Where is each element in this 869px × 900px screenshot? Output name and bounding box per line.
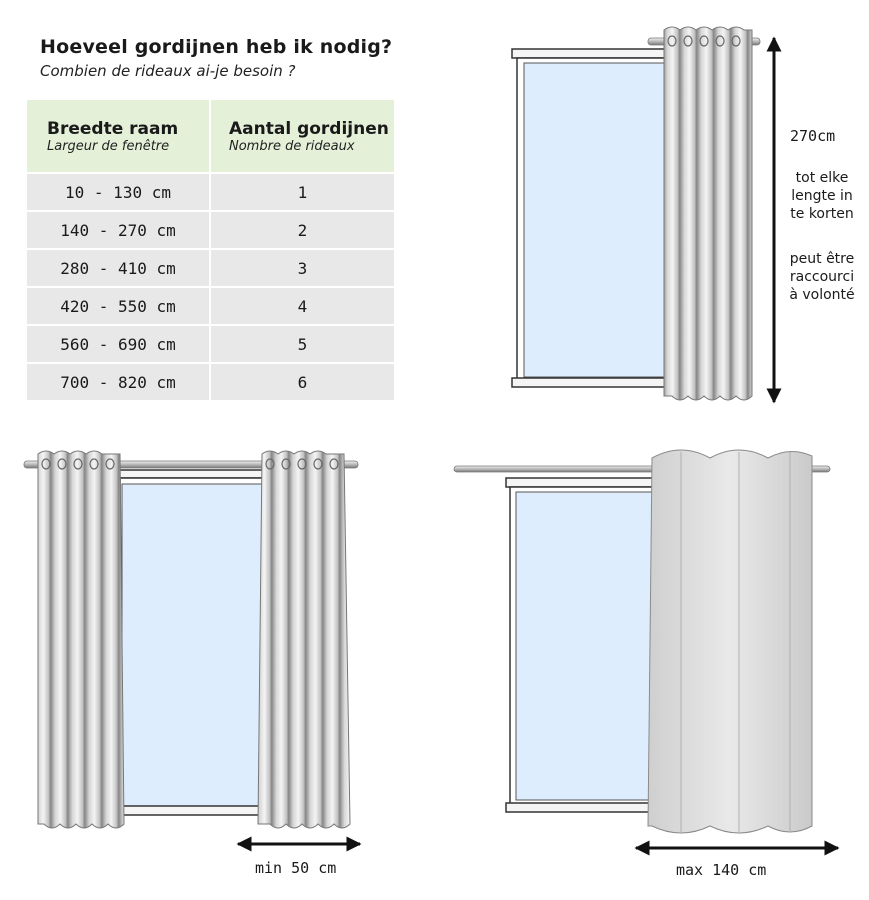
count-cell: 4 [210, 287, 394, 325]
count-cell: 6 [210, 363, 394, 400]
page-title: Hoeveel gordijnen heb ik nodig? [40, 36, 393, 58]
shorten-note-nl [776, 169, 868, 223]
column-header-width-fr: Largeur de fenêtre [47, 138, 170, 154]
width-cell: 420 - 550 cm [27, 287, 210, 325]
column-header-width-nl: Breedte raam [47, 118, 179, 139]
left-curtain-panel [38, 451, 124, 828]
width-cell: 140 - 270 cm [27, 211, 210, 249]
window-glass [516, 492, 654, 800]
count-cell: 5 [210, 325, 394, 363]
shorten-note-nl-line1: tot elke [795, 170, 849, 186]
window-sill [506, 803, 656, 812]
flat-curtain-window [454, 450, 830, 833]
count-cell: 1 [210, 173, 394, 211]
min-width-label: min 50 cm [255, 859, 337, 877]
shorten-note-fr [776, 250, 868, 304]
curtain-panel [664, 27, 752, 400]
width-cell: 10 - 130 cm [27, 173, 210, 211]
max-width-label: max 140 cm [676, 861, 767, 879]
column-header-count-fr: Nombre de rideaux [229, 138, 355, 154]
double-curtain-window [24, 451, 358, 828]
window-sill [512, 378, 672, 387]
width-cell: 560 - 690 cm [27, 325, 210, 363]
window-sill [118, 806, 268, 815]
window-top-rail [512, 49, 672, 58]
width-cell: 280 - 410 cm [27, 249, 210, 287]
count-cell: 3 [210, 249, 394, 287]
window-glass [524, 63, 669, 377]
column-header-count-nl: Aantal gordijnen [229, 118, 389, 139]
shorten-note-nl-line2: lengte in [791, 188, 853, 204]
page-subtitle: Combien de rideaux ai-je besoin ? [40, 62, 296, 80]
height-label: 270cm [790, 127, 836, 145]
window-top-rail [506, 478, 656, 487]
shorten-note-fr-line2: raccourci [789, 269, 855, 285]
shorten-note-fr-line3: à volonté [789, 287, 855, 303]
window-glass [122, 484, 264, 806]
window-top-rail [118, 470, 268, 478]
shorten-note-nl-line3: te korten [790, 206, 854, 222]
right-curtain-panel [258, 451, 350, 828]
single-curtain-window [512, 27, 760, 400]
flat-curtain-panel [648, 450, 812, 833]
width-cell: 700 - 820 cm [27, 363, 210, 400]
shorten-note-fr-line1: peut être [789, 251, 855, 267]
count-cell: 2 [210, 211, 394, 249]
